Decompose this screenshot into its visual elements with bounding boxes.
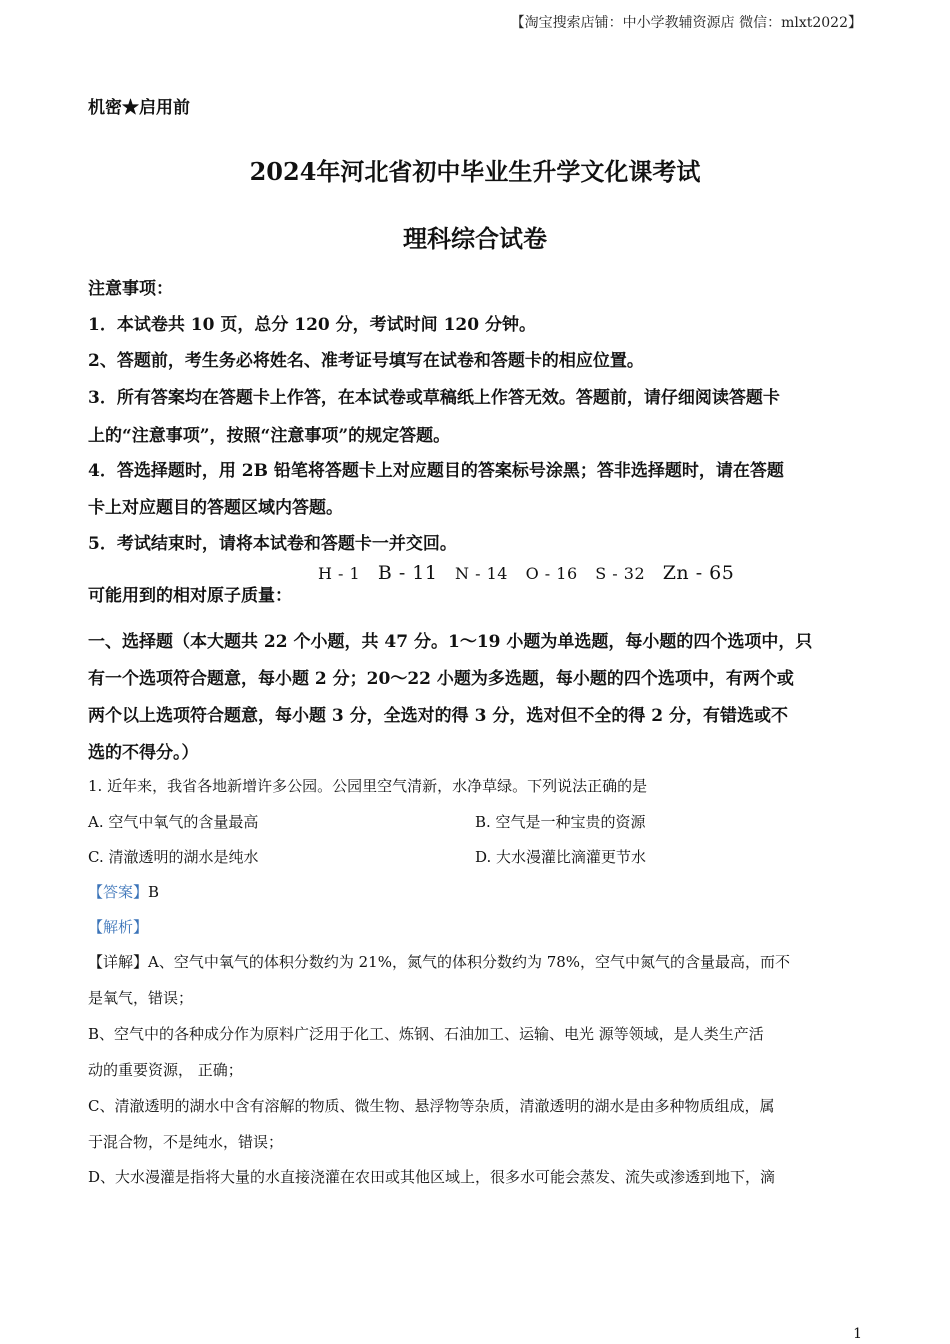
notice-line: 1．本试卷共 10 页，总分 120 分，考试时间 120 分钟。	[88, 315, 536, 335]
atomic-mass-item: Zn - 65	[662, 562, 735, 584]
section-line: 选的不得分。）	[88, 743, 199, 763]
atomic-mass-item: O - 16	[525, 564, 578, 583]
option-d: D. 大水漫灌比滴灌更节水	[475, 848, 647, 866]
detail-line: B、空气中的各种成分作为原料广泛用于化工、炼钢、石油加工、运输、电光 源等领域，是人类生产活	[88, 1025, 764, 1043]
atomic-mass-label: 可能用到的相对原子质量：	[88, 586, 292, 606]
notice-line: 卡上对应题目的答题区域内答题。	[88, 498, 343, 518]
detail-line: 【详解】A、空气中氧气的体积分数约为 21%，氮气的体积分数约为 78%，空气中氮气的含量最高，而不	[88, 953, 791, 971]
answer-line	[88, 881, 159, 902]
notice-line: 上的“注意事项”，按照“注意事项”的规定答题。	[88, 426, 451, 446]
answer-tag: 【答案】	[88, 883, 149, 901]
page-number: 1	[853, 1326, 862, 1342]
detail-line: 是氧气，错误；	[88, 989, 194, 1007]
detail-line: C、清澈透明的湖水中含有溶解的物质、微生物、悬浮物等杂质，清澈透明的湖水是由多种物质组成，属	[88, 1097, 775, 1115]
section-line: 一、选择题（本大题共 22 个小题，共 47 分。1～19 小题为单选题，每小题的四个选项中，只	[88, 632, 813, 652]
exam-subtitle: 理科综合试卷	[403, 224, 547, 253]
exam-title: 2024年河北省初中毕业生升学文化课考试	[249, 157, 701, 186]
notice-heading: 注意事项：	[88, 279, 173, 299]
atomic-mass-item: S - 32	[595, 564, 646, 583]
option-b: B. 空气是一种宝贵的资源	[475, 813, 646, 831]
atomic-mass-item: B - 11	[377, 562, 438, 584]
detail-line: 于混合物，不是纯水，错误；	[88, 1133, 284, 1151]
atomic-mass-item: H - 1	[318, 564, 361, 583]
notice-line: 4．答选择题时，用 2B 铅笔将答题卡上对应题目的答案标号涂黑；答非选择题时，请在答题	[88, 461, 784, 481]
detail-line: D、大水漫灌是指将大量的水直接浇灌在农田或其他区域上，很多水可能会蒸发、流失或渗透到地下，滴	[88, 1168, 776, 1186]
section-line: 有一个选项符合题意，每小题 2 分；20～22 小题为多选题，每小题的四个选项中，有两个或	[88, 669, 794, 689]
header-note: 【淘宝搜索店铺：中小学教辅资源店 微信：mlxt2022】	[510, 15, 862, 31]
atomic-mass-list	[318, 562, 746, 584]
atomic-mass-item: N - 14	[455, 564, 508, 583]
option-c: C. 清澈透明的湖水是纯水	[88, 848, 259, 866]
secret-mark: 机密★启用前	[88, 98, 190, 118]
answer-value: B	[148, 883, 160, 901]
notice-line: 2、答题前，考生务必将姓名、准考证号填写在试卷和答题卡的相应位置。	[88, 351, 644, 371]
notice-line: 5．考试结束时，请将本试卷和答题卡一并交回。	[88, 534, 457, 554]
detail-line: 动的重要资源， 正确；	[88, 1061, 243, 1079]
notice-line: 3．所有答案均在答题卡上作答，在本试卷或草稿纸上作答无效。答题前，请仔细阅读答题卡	[88, 388, 780, 408]
analysis-tag: 【解析】	[88, 918, 149, 936]
option-a: A. 空气中氧气的含量最高	[88, 813, 259, 831]
question-stem: 1. 近年来，我省各地新增许多公园。公园里空气清新，水净草绿。下列说法正确的是	[88, 777, 648, 795]
section-line: 两个以上选项符合题意，每小题 3 分，全选对的得 3 分，选对但不全的得 2 分，有错选或不	[88, 706, 788, 726]
